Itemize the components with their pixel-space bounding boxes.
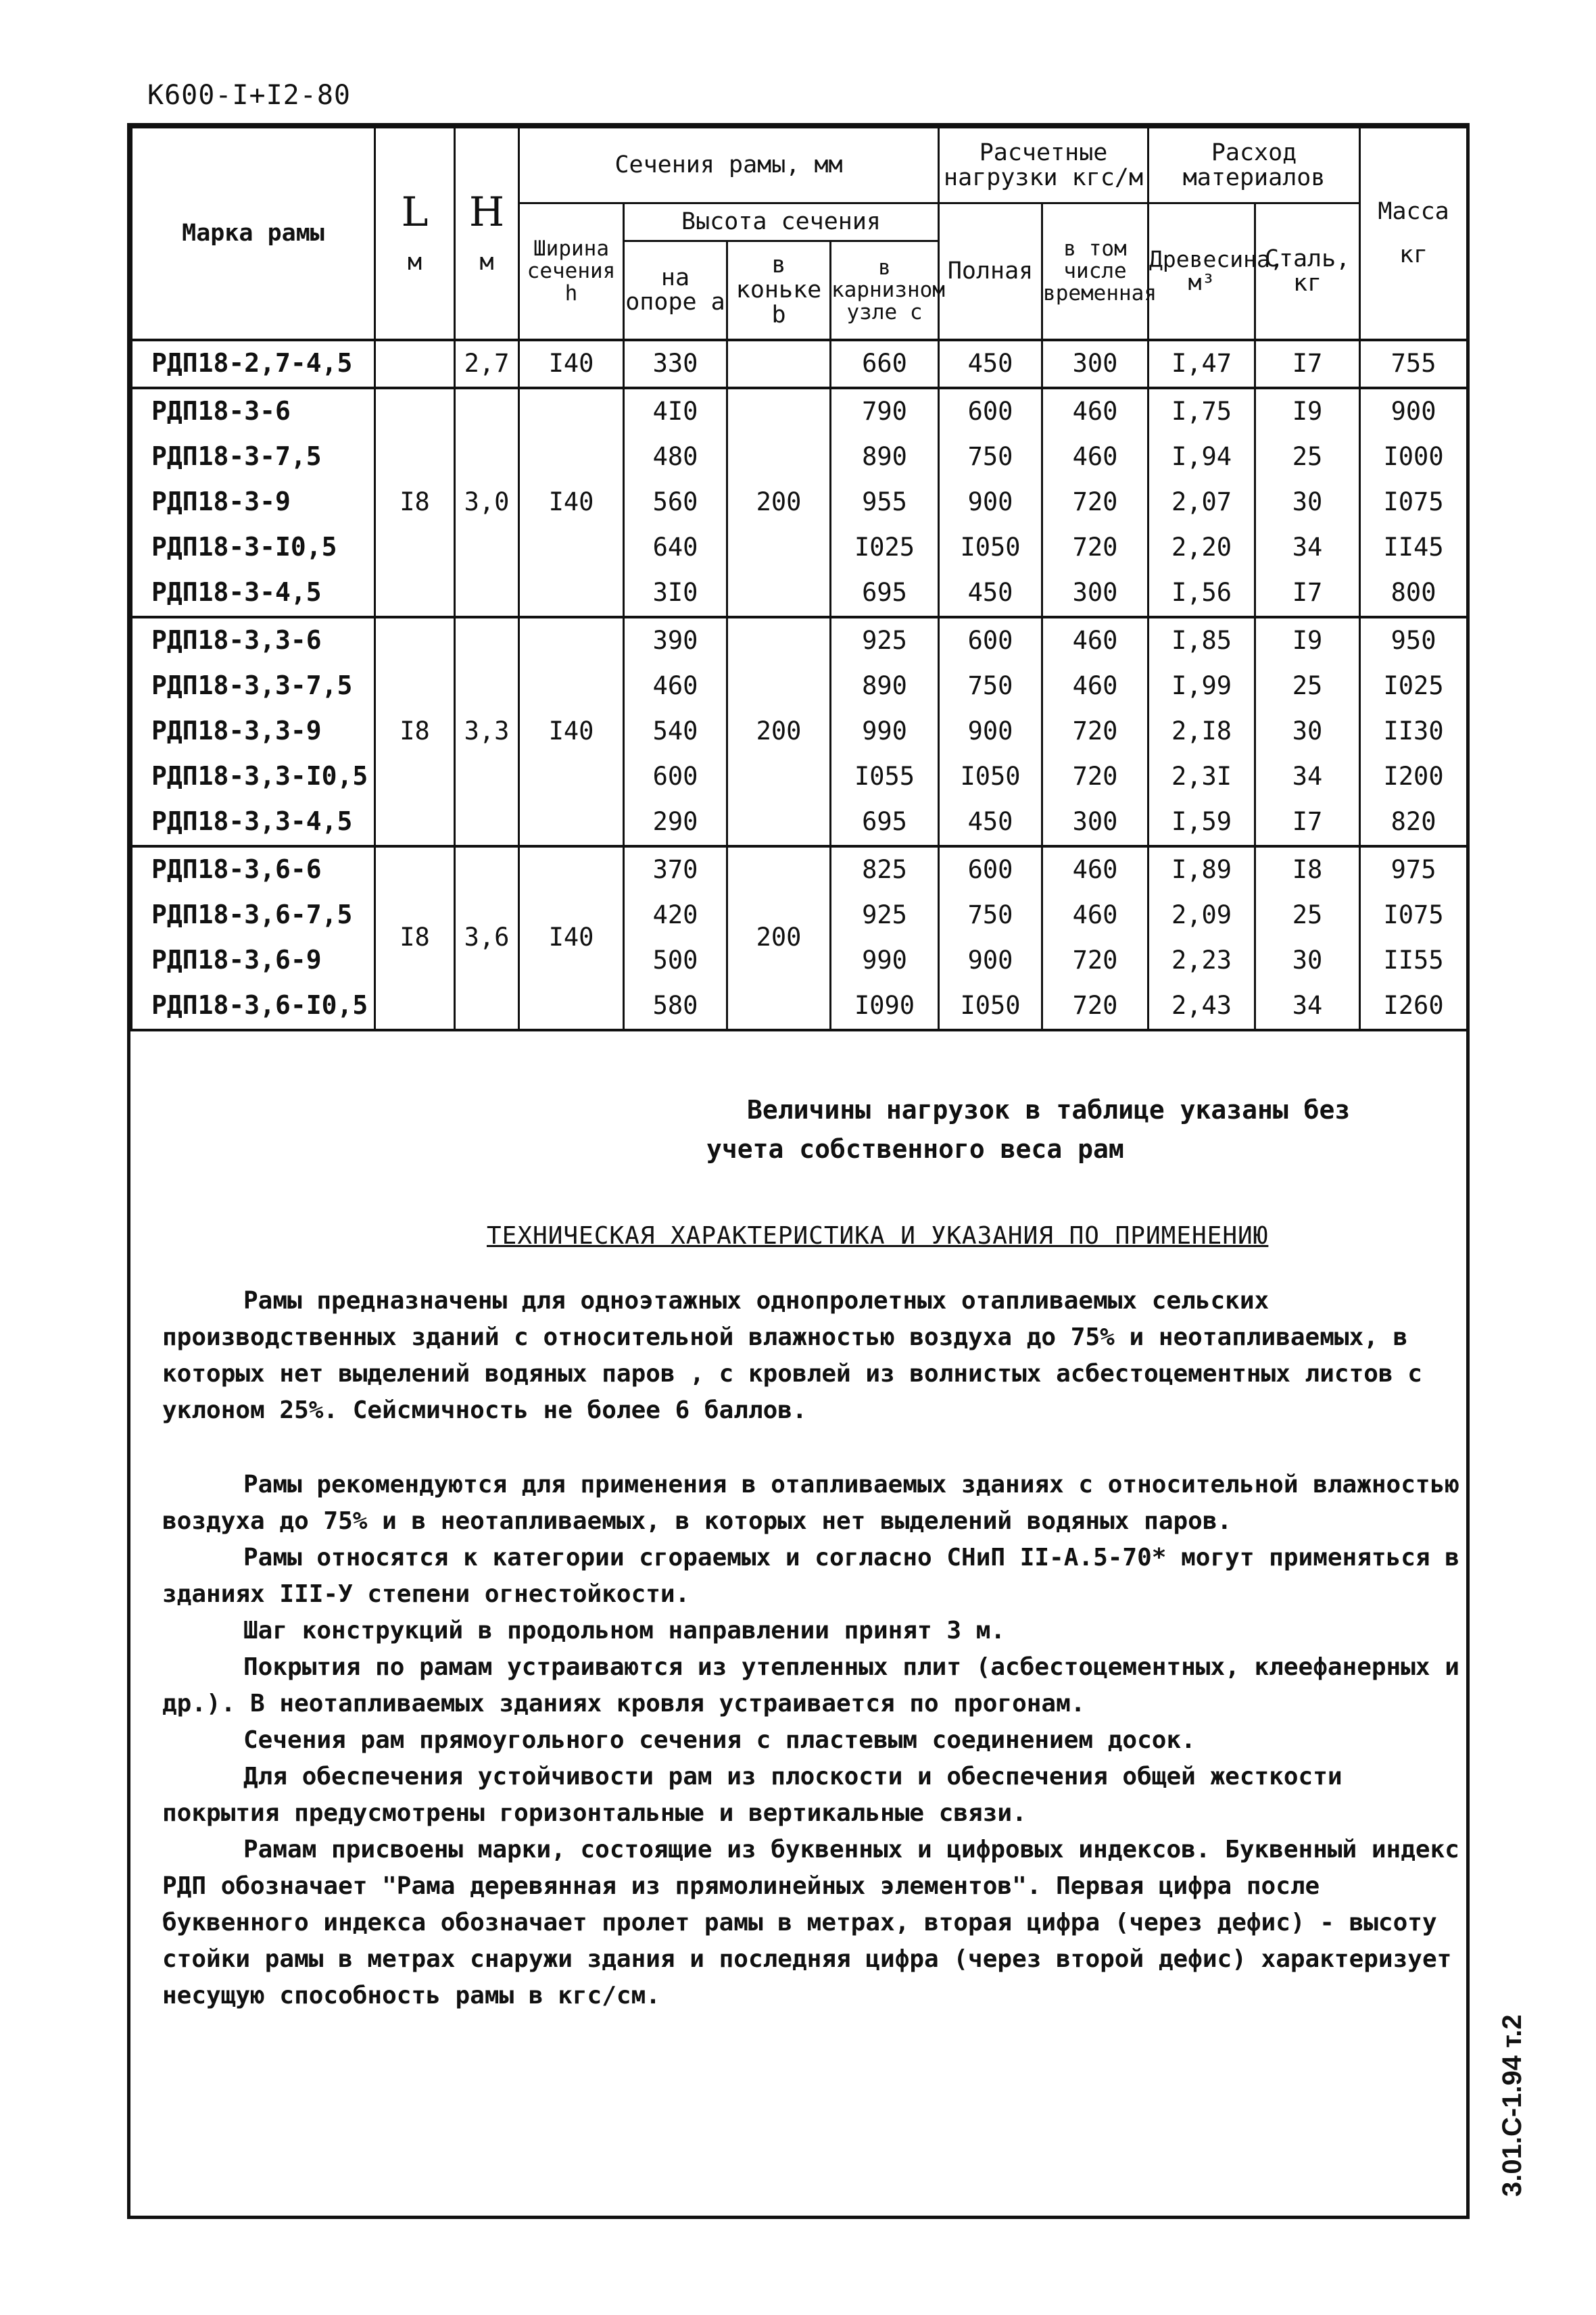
table-row: РДП18-3-7,5 480 890 750 460 I,94 25 I000	[132, 435, 1468, 480]
header-mass: Масса кг	[1360, 128, 1468, 340]
header-ridge: в коньке b	[727, 241, 831, 340]
header-wood: Древесина, м³	[1148, 203, 1255, 340]
header-steel: Сталь, кг	[1255, 203, 1360, 340]
paragraph: Рамы относятся к категории сгораемых и согласно СНиП II-А.5-70* могут применяться в зданиях III-У степени огнестойкости.	[162, 1544, 1459, 1608]
header-mark: Марка рамы	[132, 128, 375, 340]
paragraph: Покрытия по рамам устраиваются из утепленных плит (асбестоцементных, клеефанерных и др.). В неотапливаемых зданиях кровля устраивается по прогонам.	[162, 1653, 1459, 1717]
table-row: РДП18-3,6-7,5 420 925 750 460 2,09 25 I075	[132, 893, 1468, 938]
table-row: РДП18-3,3-6 I8 3,3 I40 390 200 925 600 460 I,85 I9 950	[132, 617, 1468, 664]
side-document-code: 3.01.С-1.94 т.2	[1497, 2014, 1527, 2197]
header-H: H м	[455, 128, 519, 340]
table-row: РДП18-3-9 560 955 900 720 2,07 30 I075	[132, 480, 1468, 525]
paragraph-list	[162, 1467, 1461, 2014]
note-line-2: учета собственного веса рам	[706, 1134, 1124, 1164]
table-header	[132, 128, 1468, 340]
paragraph: Рамы предназначены для одноэтажных однопролетных отапливаемых сельских производственных зданий с относительной влажностью воздуха до 75% и неотапливаемых, в которых нет выделений водяных паров , с кровлей из волнистых асбестоцементных листов с уклоном 25%. Сейсмичность не более 6 баллов.	[162, 1287, 1422, 1424]
table-row: РДП18-3,3-9 540 990 900 720 2,I8 30 II30	[132, 709, 1468, 754]
paragraph: Рамам присвоены марки, состоящие из буквенных и цифровых индексов. Буквенный индекс РДП обозначает "Рама деревянная из прямолинейных элементов". Первая цифра после буквенного индекса обозначает пролет рамы в метрах, вторая цифра (через дефис) - высоту стойки рамы в метрах снаружи здания и последняя цифра (через второй дефис) характеризует несущую способность рамы в кгс/см.	[162, 1836, 1459, 2009]
note-line-1: Величины нагрузок в таблице указаны без	[747, 1095, 1351, 1125]
header-knee: в карнизном узле c	[831, 241, 939, 340]
paragraph: Сечения рам прямоугольного сечения с пластевым соединением досок.	[243, 1726, 1196, 1754]
paragraph: Шаг конструкций в продольном направлении принят 3 м.	[243, 1617, 1006, 1644]
table-row: РДП18-3,3-7,5 460 890 750 460 I,99 25 I025	[132, 664, 1468, 709]
header-L: L м	[375, 128, 455, 340]
section-heading: ТЕХНИЧЕСКАЯ ХАРАКТЕРИСТИКА И УКАЗАНИЯ ПО ПРИМЕНЕНИЮ	[487, 1222, 1269, 1250]
table-row: РДП18-3,3-4,5 290 695 450 300 I,59 I7 820	[132, 800, 1468, 846]
table-row: РДП18-3-4,5 3I0 695 450 300 I,56 I7 800	[132, 570, 1468, 617]
table-row: РДП18-3,6-I0,5 580 I090 I050 720 2,43 34 I260	[132, 983, 1468, 1030]
frames-table	[130, 126, 1468, 1031]
header-materials: Расход материалов	[1148, 128, 1360, 203]
table-row: РДП18-3,3-I0,5 600 I055 I050 720 2,3I 34 I200	[132, 754, 1468, 800]
table-row: РДП18-3-I0,5 640 I025 I050 720 2,20 34 II45	[132, 525, 1468, 570]
table-note	[706, 1090, 1351, 1169]
header-height-group: Высота сечения	[624, 203, 939, 241]
table-row: РДП18-3-6 I8 3,0 I40 4I0 200 790 600 460 I,75 I9 900	[132, 388, 1468, 435]
header-support: на опоре a	[624, 241, 727, 340]
paragraph: Рамы рекомендуются для применения в отапливаемых зданиях с относительной влажностью воздуха до 75% и в неотапливаемых, в которых нет выделений водяных паров.	[162, 1471, 1459, 1535]
table-row: РДП18-2,7-4,5 2,7 I40 330 660 450 300 I,47 I7 755	[132, 340, 1468, 388]
table-row: РДП18-3,6-9 500 990 900 720 2,23 30 II55	[132, 938, 1468, 983]
document-code: К600-I+I2-80	[147, 80, 351, 111]
header-full: Полная	[939, 203, 1042, 340]
header-sections: Сечения рамы, мм	[519, 128, 939, 203]
table-body	[132, 340, 1468, 1030]
header-width: Ширина сечения h	[519, 203, 624, 340]
table-row: РДП18-3,6-6 I8 3,6 I40 370 200 825 600 460 I,89 I8 975	[132, 846, 1468, 893]
paragraph: Для обеспечения устойчивости рам из плоскости и обеспечения общей жесткости покрытия предусмотрены горизонтальные и вертикальные связи.	[162, 1763, 1343, 1827]
header-temporary: в том числе временная	[1042, 203, 1148, 340]
header-loads: Расчетные нагрузки кгс/м	[939, 128, 1148, 203]
paragraph-purpose	[162, 1283, 1461, 1429]
